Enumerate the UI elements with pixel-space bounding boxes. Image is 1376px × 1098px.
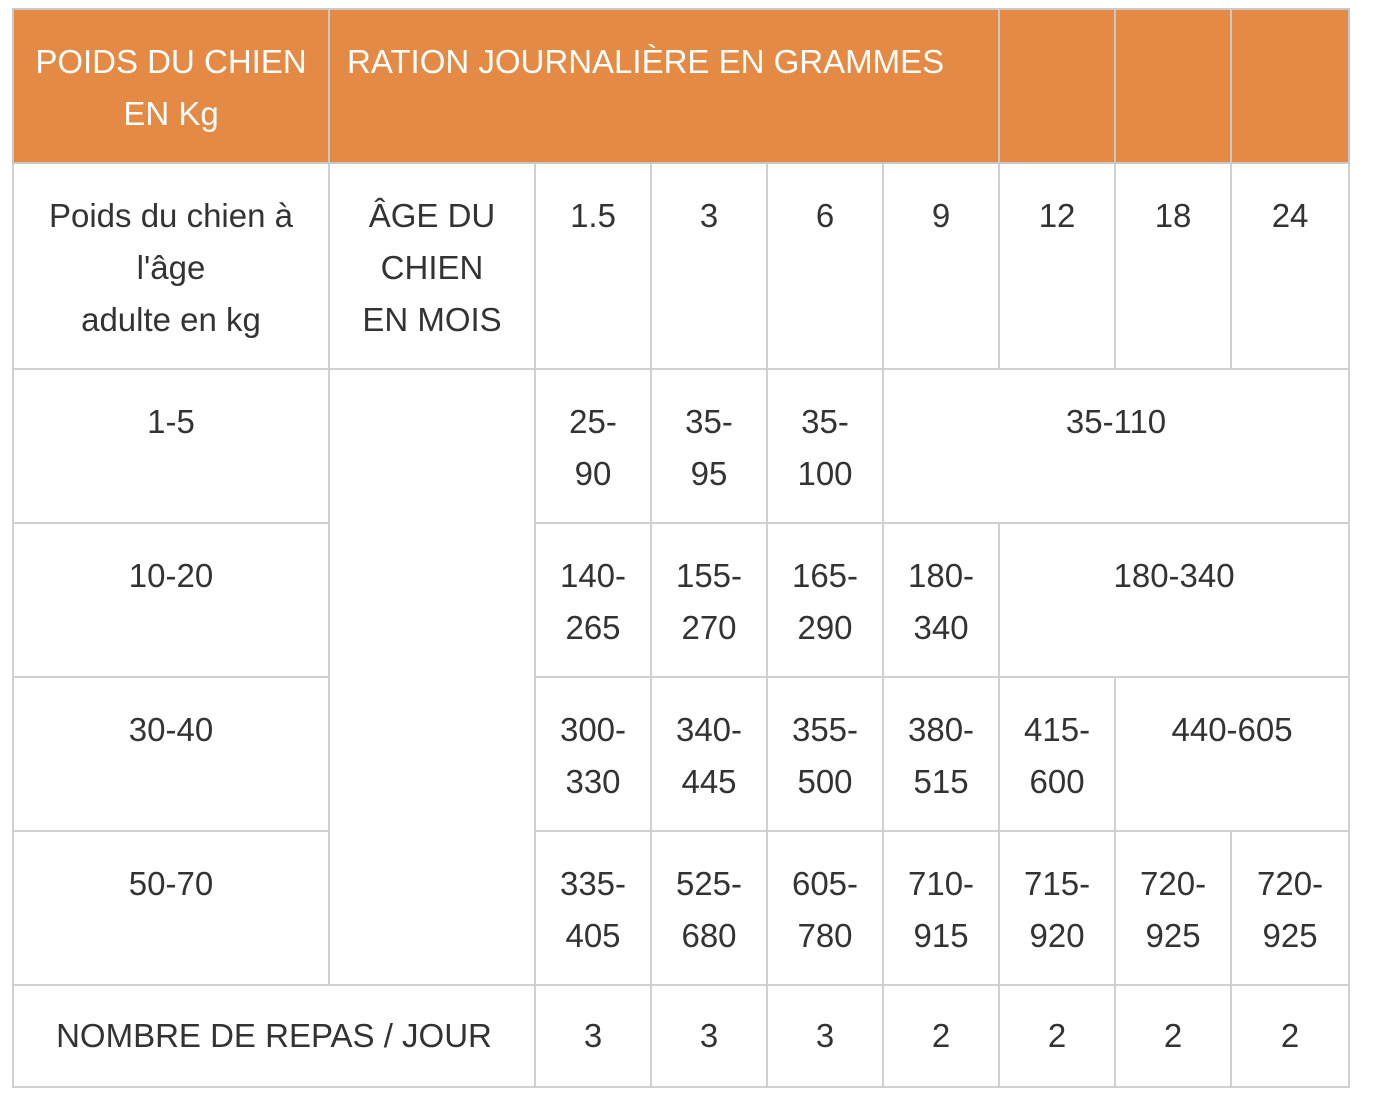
age-cell: 9 (883, 163, 999, 369)
meals-cell: 3 (535, 985, 651, 1087)
age-cell: 6 (767, 163, 883, 369)
meals-label: NOMBRE DE REPAS / JOUR (13, 985, 535, 1087)
age-cell: 3 (651, 163, 767, 369)
ration-cell: 720- 925 (1231, 831, 1349, 985)
ration-cell: 155- 270 (651, 523, 767, 677)
meals-cell: 3 (767, 985, 883, 1087)
age-label: ÂGE DU CHIEN EN MOIS (329, 163, 535, 369)
weight-cell: 1-5 (13, 369, 329, 523)
age-row (13, 163, 1349, 369)
weight-cell: 50-70 (13, 831, 329, 985)
ration-cell: 300- 330 (535, 677, 651, 831)
weight-cell: 30-40 (13, 677, 329, 831)
meals-cell: 2 (1115, 985, 1231, 1087)
header-empty-cell (999, 9, 1115, 163)
ration-cell: 140- 265 (535, 523, 651, 677)
ration-cell: 35- 95 (651, 369, 767, 523)
ration-cell: 25- 90 (535, 369, 651, 523)
meals-cell: 2 (883, 985, 999, 1087)
adult-weight-label: Poids du chien à l'âge adulte en kg (13, 163, 329, 369)
ration-cell: 335- 405 (535, 831, 651, 985)
ration-cell: 180- 340 (883, 523, 999, 677)
age-cell: 12 (999, 163, 1115, 369)
header-row (13, 9, 1349, 163)
ration-cell: 525- 680 (651, 831, 767, 985)
table-row (13, 831, 1349, 985)
ration-cell: 605- 780 (767, 831, 883, 985)
ration-cell: 710- 915 (883, 831, 999, 985)
ration-cell: 180-340 (999, 523, 1349, 677)
ration-cell: 340- 445 (651, 677, 767, 831)
ration-cell: 35-110 (883, 369, 1349, 523)
ration-cell: 35- 100 (767, 369, 883, 523)
table-row (13, 677, 1349, 831)
age-cell: 1.5 (535, 163, 651, 369)
ration-cell: 165- 290 (767, 523, 883, 677)
header-empty-cell (1115, 9, 1231, 163)
ration-cell: 380- 515 (883, 677, 999, 831)
feeding-ration-table (12, 8, 1350, 1088)
meals-cell: 2 (999, 985, 1115, 1087)
ration-cell: 440-605 (1115, 677, 1349, 831)
ration-cell: 720- 925 (1115, 831, 1231, 985)
meals-cell: 2 (1231, 985, 1349, 1087)
weight-column-title: POIDS DU CHIEN EN Kg (13, 9, 329, 163)
table-row (13, 523, 1349, 677)
meals-cell: 3 (651, 985, 767, 1087)
age-cell: 24 (1231, 163, 1349, 369)
ration-title: RATION JOURNALIÈRE EN GRAMMES (329, 9, 999, 163)
ration-cell: 415- 600 (999, 677, 1115, 831)
table-row (13, 369, 1349, 523)
weight-cell: 10-20 (13, 523, 329, 677)
age-spacer-cell (329, 369, 535, 985)
header-empty-cell (1231, 9, 1349, 163)
ration-cell: 355- 500 (767, 677, 883, 831)
ration-cell: 715- 920 (999, 831, 1115, 985)
meals-row (13, 985, 1349, 1087)
age-cell: 18 (1115, 163, 1231, 369)
